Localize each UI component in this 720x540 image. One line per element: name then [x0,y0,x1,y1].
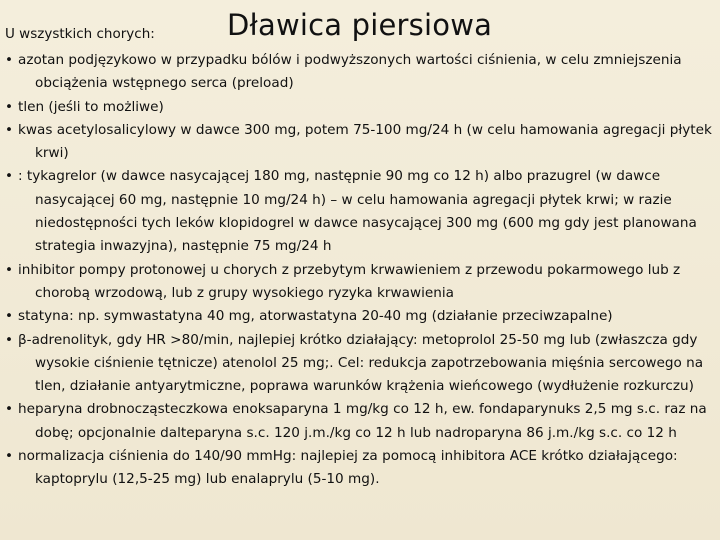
bullet-icon: • [5,448,14,465]
bullet-icon: • [5,121,14,138]
bullet-text: inhibitor pompy protonowej u chorych z przebytym krwawieniem z przewodu pokarmowego lub z chorobą wrzodową, lub z grupy wysokiego ryzyka krwawienia [18,261,681,301]
bullet-item [5,165,715,258]
bullet-item [5,305,715,328]
bullet-text: : tykagrelor (w dawce nasycającej 180 mg, następnie 90 mg co 12 h) albo prazugrel (w dawce nasycającej 60 mg, następnie 10 mg/24 h) – w celu hamowania agregacji płytek krwi; w razie niedostępności tych leków klopidogrel w dawce nasycającej 300 mg (600 mg gdy jest planowana strategia inwazyjna), następnie 75 mg/24 h [18,168,697,255]
bullet-list [5,49,715,492]
bullet-icon: • [5,168,14,185]
bullet-icon: • [5,308,14,325]
bullet-icon: • [5,52,14,68]
slide-header [5,6,717,46]
bullet-text: azotan podjęzykowo w przypadku bólów i podwyższonych wartości ciśnienia, w celu zmniejszenia obciążenia wstępnego serca (preload) [18,52,682,92]
bullet-item [5,259,715,306]
slide-title: Dławica piersiowa [227,8,493,42]
bullet-item [5,445,715,492]
bullet-text: tlen (jeśli to możliwe) [18,98,164,115]
bullet-text: β-adrenolityk, gdy HR >80/min, najlepiej krótko działający: metoprolol 25-50 mg lub (zwłaszcza gdy wysokie ciśnienie tętnicze) atenolol 25 mg;. Cel: redukcja zapotrzebowania mięśnia sercowego na tlen, działanie antyarytmiczne, poprawa warunków krążenia wieńcowego (wydłużenie rozkurczu) [18,331,704,395]
bullet-icon: • [5,98,14,115]
bullet-text: heparyna drobnocząsteczkowa enoksaparyna 1 mg/kg co 12 h, ew. fondaparynuks 2,5 mg s.c. raz na dobę; opcjonalnie dalteparyna s.c. 120 j.m./kg co 12 h lub nadroparyna 86 j.m./kg s.c. co 12 h [18,401,707,441]
bullet-icon: • [5,401,14,418]
bullet-item [5,398,715,445]
bullet-text: statyna: np. symwastatyna 40 mg, atorwastatyna 20-40 mg (działanie przeciwzapalne) [18,308,613,325]
bullet-text: kwas acetylosalicylowy w dawce 300 mg, potem 75-100 mg/24 h (w celu hamowania agregacji płytek krwi) [18,121,712,162]
bullet-item [5,49,715,96]
bullet-text: normalizacja ciśnienia do 140/90 mmHg: najlepiej za pomocą inhibitora ACE krótko działającego: kaptoprylu (12,5-25 mg) lub enalaprylu (5-10 mg). [18,448,678,488]
slide-subtitle: U wszystkich chorych: [5,26,155,42]
bullet-icon: • [5,331,14,348]
bullet-item [5,96,715,119]
bullet-icon: • [5,261,14,278]
bullet-item [5,119,715,166]
bullet-item [5,329,715,399]
